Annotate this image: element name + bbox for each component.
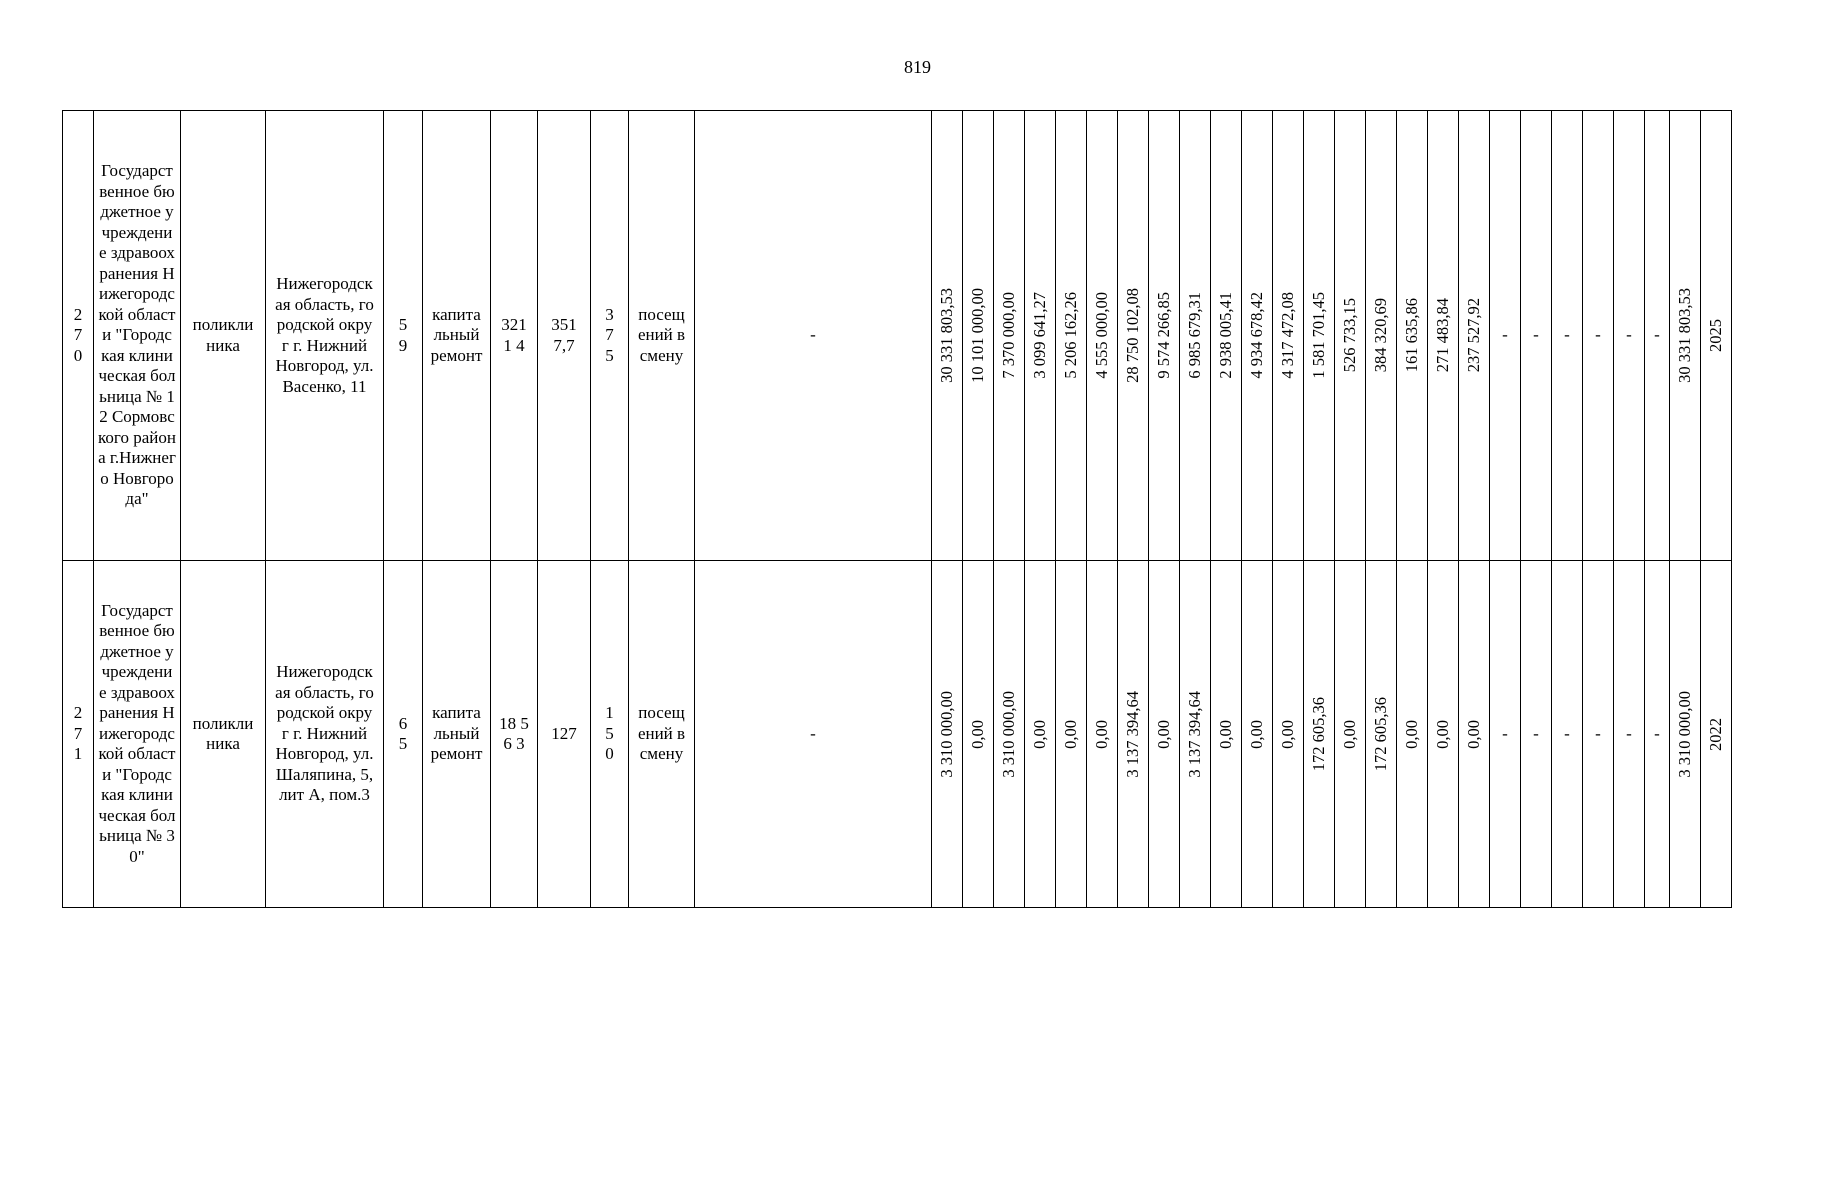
work-type-cell (423, 561, 491, 908)
facility-type: поликлиника (192, 315, 254, 355)
value-text: - (1564, 723, 1570, 743)
institution-name-cell (94, 111, 181, 561)
capacity-unit-cell (629, 111, 695, 561)
value-text: 3 310 000,00 (1675, 690, 1694, 778)
value-text: 0,00 (1030, 719, 1049, 749)
area-total: 3211 4 (501, 315, 527, 355)
value-text: 28 750 102,08 (1123, 288, 1142, 383)
value-text: - (1654, 723, 1660, 743)
value-text: 237 527,92 (1464, 298, 1483, 373)
value-cell (1701, 561, 1732, 908)
capacity-cell (591, 111, 629, 561)
value-text: 271 483,84 (1433, 298, 1452, 373)
value-text: 172 605,36 (1371, 696, 1390, 772)
value-cell (1645, 561, 1670, 908)
institution-name-cell (94, 561, 181, 908)
address: Нижегородская область, городской округ г. Нижний Новгород, ул.Шаляпина, 5, лит А, пом.3 (275, 662, 374, 805)
value-text: 10 101 000,00 (968, 288, 987, 383)
year-built: 59 (398, 315, 408, 355)
value-text: - (1626, 723, 1632, 743)
value-cell (1242, 111, 1273, 561)
value-cell (994, 111, 1025, 561)
value-cell (1118, 561, 1149, 908)
page-number: 819 (904, 57, 931, 77)
year-built: 65 (398, 713, 408, 753)
value-cell (1118, 111, 1149, 561)
value-cell (1211, 111, 1242, 561)
value-cell (963, 561, 994, 908)
value-text: - (1654, 325, 1660, 345)
value-text: 0,00 (1402, 719, 1421, 749)
address: Нижегородская область, городской округ г. Нижний Новгород, ул.Васенко, 11 (275, 274, 374, 396)
value-text: 3 310 000,00 (937, 690, 956, 778)
value-cell (1242, 561, 1273, 908)
table-row (63, 111, 1732, 561)
value-cell (1366, 111, 1397, 561)
value-text: - (1595, 325, 1601, 345)
value-text: 7 370 000,00 (999, 292, 1018, 379)
value-cell (1701, 111, 1732, 561)
address-cell (266, 111, 384, 561)
value-cell (1211, 561, 1242, 908)
value-cell (1335, 111, 1366, 561)
value-cell (1397, 561, 1428, 908)
value-text: 3 137 394,64 (1185, 690, 1204, 778)
value-cell (1645, 111, 1670, 561)
facility-type: поликлиника (192, 713, 254, 753)
value-cell (1087, 111, 1118, 561)
value-cell (1087, 561, 1118, 908)
value-cell (1490, 561, 1521, 908)
capacity-unit: посещений в смену (637, 304, 686, 365)
value-text: 0,00 (1340, 719, 1359, 749)
capacity-cell (591, 561, 629, 908)
value-cell (963, 111, 994, 561)
value-text: 2022 (1706, 717, 1725, 751)
value-cell (1490, 111, 1521, 561)
note-cell (695, 561, 932, 908)
value-text: 6 985 679,31 (1185, 292, 1204, 379)
value-text: 2 938 005,41 (1216, 292, 1235, 379)
note: - (810, 325, 816, 345)
area-useful-cell (538, 111, 591, 561)
value-cell (994, 561, 1025, 908)
work-type: капитальный ремонт (430, 304, 483, 365)
area-useful: 127 (551, 723, 577, 743)
value-cell (1614, 561, 1645, 908)
value-cell (1180, 561, 1211, 908)
value-cell (1273, 561, 1304, 908)
row-number-cell (63, 111, 94, 561)
work-type-cell (423, 111, 491, 561)
value-text: - (1502, 723, 1508, 743)
value-cell (1273, 111, 1304, 561)
address-cell (266, 561, 384, 908)
value-text: 0,00 (1278, 719, 1297, 749)
value-cell (932, 111, 963, 561)
facility-type-cell (181, 561, 266, 908)
capacity: 150 (605, 703, 614, 764)
value-cell (1552, 111, 1583, 561)
value-cell (1366, 561, 1397, 908)
value-text: 0,00 (1247, 719, 1266, 749)
value-cell (1149, 111, 1180, 561)
capacity: 375 (605, 304, 614, 365)
value-cell (1335, 561, 1366, 908)
value-text: 161 635,86 (1402, 298, 1421, 373)
value-cell (1670, 111, 1701, 561)
area-useful-cell (538, 561, 591, 908)
value-cell (1459, 561, 1490, 908)
value-text: 4 317 472,08 (1278, 292, 1297, 379)
data-table (62, 110, 1732, 908)
year-built-cell (384, 561, 423, 908)
value-text: 5 206 162,26 (1061, 292, 1080, 379)
institution-name: Государственное бюджетное учреждение здравоохранения Нижегородской области "Городская клиническая больница № 30" (98, 600, 176, 866)
work-type: капитальный ремонт (430, 703, 483, 764)
value-cell (1552, 561, 1583, 908)
value-text: - (1564, 325, 1570, 345)
value-cell (1521, 111, 1552, 561)
row-number: 270 (73, 304, 83, 365)
area-total: 18 56 3 (499, 713, 529, 753)
value-text: 0,00 (968, 719, 987, 749)
value-cell (1025, 561, 1056, 908)
value-text: 0,00 (1216, 719, 1235, 749)
facility-type-cell (181, 111, 266, 561)
area-total-cell (491, 111, 538, 561)
capacity-unit: посещений в смену (637, 703, 686, 764)
value-text: 0,00 (1154, 719, 1173, 749)
value-cell (1056, 111, 1087, 561)
value-cell (1180, 111, 1211, 561)
value-cell (1583, 561, 1614, 908)
value-text: 30 331 803,53 (1675, 288, 1694, 383)
area-useful: 351 7,7 (551, 315, 577, 355)
value-text: - (1595, 723, 1601, 743)
value-text: - (1533, 723, 1539, 743)
value-text: 1 581 701,45 (1309, 292, 1328, 379)
value-text: 0,00 (1092, 719, 1111, 749)
value-text: 4 934 678,42 (1247, 292, 1266, 379)
row-number-cell (63, 561, 94, 908)
value-text: 3 099 641,27 (1030, 292, 1049, 379)
value-text: 2025 (1706, 319, 1725, 352)
value-cell (1149, 561, 1180, 908)
year-built-cell (384, 111, 423, 561)
note: - (810, 723, 816, 743)
value-text: 3 137 394,64 (1123, 690, 1142, 778)
capacity-unit-cell (629, 561, 695, 908)
value-cell (1614, 111, 1645, 561)
value-text: 0,00 (1061, 719, 1080, 749)
table-row (63, 561, 1732, 908)
value-text: 4 555 000,00 (1092, 292, 1111, 379)
value-text: - (1502, 325, 1508, 345)
value-cell (1428, 111, 1459, 561)
value-cell (1304, 561, 1335, 908)
institution-name: Государственное бюджетное учреждение здравоохранения Нижегородской области "Городская клиническая больница № 12 Сормовского района г.Нижнего Новгорода" (98, 161, 176, 509)
note-cell (695, 111, 932, 561)
value-cell (1397, 111, 1428, 561)
value-cell (1056, 561, 1087, 908)
value-text: 9 574 266,85 (1154, 292, 1173, 379)
value-text: 3 310 000,00 (999, 690, 1018, 778)
value-text: 0,00 (1433, 719, 1452, 749)
value-cell (1025, 111, 1056, 561)
value-text: 526 733,15 (1340, 298, 1359, 373)
value-cell (1583, 111, 1614, 561)
value-text: - (1626, 325, 1632, 345)
value-text: 30 331 803,53 (937, 288, 956, 383)
value-cell (1459, 111, 1490, 561)
value-cell (932, 561, 963, 908)
value-text: 0,00 (1464, 719, 1483, 749)
value-text: 172 605,36 (1309, 696, 1328, 772)
value-cell (1521, 561, 1552, 908)
value-cell (1428, 561, 1459, 908)
value-cell (1670, 561, 1701, 908)
value-text: - (1533, 325, 1539, 345)
value-text: 384 320,69 (1371, 298, 1390, 373)
value-cell (1304, 111, 1335, 561)
area-total-cell (491, 561, 538, 908)
row-number: 271 (73, 703, 83, 764)
